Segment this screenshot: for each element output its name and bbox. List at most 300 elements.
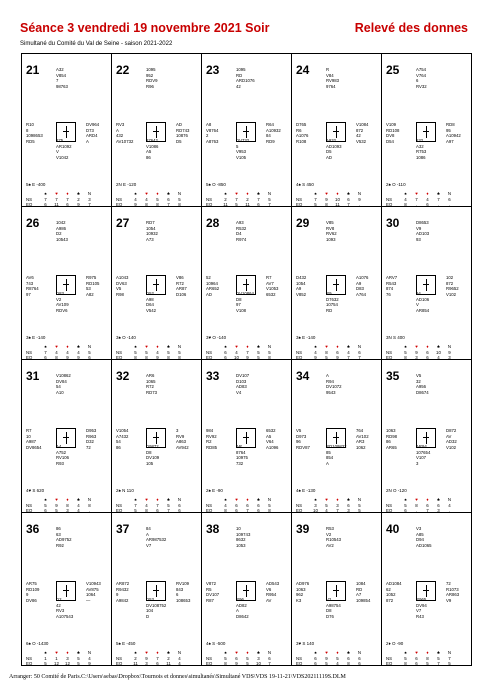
suit-holding: RDV6 [56,307,68,313]
par-contract: 4♠ S 450 [296,182,314,187]
trick-cell: 7 [44,196,47,202]
trick-cell: ♦ [336,497,339,502]
trick-cell: 8 [347,661,350,666]
suit-holding: AD543 [266,581,280,586]
trick-cell: 6 [257,202,260,207]
trick-cell: 6 [257,508,260,513]
suit-holding: RD [326,307,333,313]
suit-holding: D765 [296,122,307,127]
compass-vertical-line [66,432,67,444]
suit-holding: V10862 [56,373,71,378]
trick-cell: 2 [134,655,137,661]
suit-holding: R [326,67,330,72]
suit-holding: 94 [416,291,421,296]
trick-cell: 3 [347,508,350,513]
trick-cell: ♣ [437,344,440,349]
suit-holding: 109854 [356,597,371,603]
trick-cell: 3 [66,508,69,513]
compass-box [236,581,256,601]
deal-number: 39 [296,522,310,536]
suit-holding: 1063 [296,586,306,592]
trick-cell: ♦ [66,191,69,196]
deal-number: 21 [26,63,40,77]
trick-cell: 8 [404,661,407,666]
suit-holding: V5 [296,428,302,433]
suit-holding: 7 [56,78,59,84]
deal-number: 32 [116,369,130,383]
compass-horizontal-line [243,131,249,132]
trick-row-label: NS [386,196,393,202]
trick-cell: ♦ [156,650,159,655]
trick-cell: ♦ [246,497,249,502]
trick-cell: . [415,508,418,513]
west-hand [206,122,218,144]
deal-number: 25 [386,63,400,77]
suit-holding: AD82 [236,602,247,608]
suit-holding: A5 [266,433,272,439]
suit-holding: V4 [236,389,242,395]
trick-cell: ♦ [66,650,69,655]
suit-holding: 104 [146,608,154,614]
trick-cell: ♠ [134,497,137,502]
suit-holding: AV102 [356,433,369,439]
trick-cell: 6 [235,508,238,513]
suit-holding: V6 [266,586,272,592]
compass-horizontal-line [333,284,339,285]
trick-cell: N [357,191,362,196]
trick-row-label: NS [116,655,123,661]
suit-holding: A1076 [296,133,309,139]
suit-holding: AR652 [206,286,220,292]
trick-cell: 5 [268,502,271,508]
suit-holding: 6532 [266,291,276,297]
trick-cell: 2 [224,196,227,202]
west-hand [296,581,309,603]
trick-cell: 4 [77,502,80,508]
trick-cell: 10 [256,661,261,666]
north-hand [236,220,246,242]
suit-holding: 53 [86,286,91,292]
trick-cell: 7 [88,202,91,207]
trick-cell: 8 [268,355,271,360]
par-contract: 4♥ S 620 [26,488,45,493]
suit-holding: D872 [446,428,457,433]
trick-cell: 9 [156,355,159,360]
suit-holding: V1084 [356,122,369,127]
suit-holding: A1096 [266,444,279,450]
suit-holding: D2 [56,231,62,237]
deal-card [112,513,202,666]
trick-cell: ♣ [257,497,260,502]
tricks-table [386,650,466,666]
suit-holding: R93 [56,460,64,466]
trick-cell: 6 [415,655,418,661]
suit-holding: 86 [56,526,61,531]
trick-cell: 6 [347,196,350,202]
suit-holding: AD106 [416,296,430,302]
compass-horizontal-line [153,437,159,438]
suit-holding: RV9 [176,433,185,439]
trick-cell: 4 [314,349,317,355]
suit-holding: A956 [416,384,427,390]
trick-cell: 3 [145,661,148,666]
compass-vertical-line [336,279,337,291]
suit-holding: A8763 [206,138,219,144]
suit-holding: 843 [176,586,184,592]
deal-number: 24 [296,63,310,77]
suit-holding: 10964 [206,280,218,286]
trick-cell: 8 [404,202,407,207]
suit-holding: 62 [386,586,391,592]
suit-holding: V2 [326,597,332,602]
compass-vertical-line [426,126,427,138]
trick-cell: 4 [347,349,350,355]
suit-holding: AR987532 [146,537,167,543]
suit-holding: 1095 [146,67,156,72]
suit-holding: RD98 [386,433,397,439]
deal-card [292,207,382,360]
suit-holding: D83 [356,286,364,292]
trick-cell: ♠ [314,650,317,655]
deal-number: 31 [26,369,40,383]
suit-holding: DV8 [386,133,395,139]
trick-row-label: NS [26,196,33,202]
trick-cell: 8 [325,202,328,207]
trick-cell: ♦ [336,344,339,349]
deal-card [22,513,112,666]
north-hand [236,526,250,548]
suit-holding: 1098653 [26,133,43,139]
trick-cell: 4 [77,349,80,355]
compass-vertical-line [156,432,157,444]
trick-cell: 4 [145,196,148,202]
suit-holding: AV [446,433,452,439]
suit-holding: R96 [146,83,154,89]
suit-holding: A5 [146,149,152,155]
eo-tricks-row [296,661,376,666]
compass-box [326,428,346,448]
suit-holding: A10942 [446,133,461,139]
compass-horizontal-line [153,284,159,285]
trick-cell: 9 [314,355,317,360]
north-hand [146,67,157,89]
tricks-table [206,497,286,513]
west-hand [206,581,219,603]
suit-holding: RD9 [266,138,275,144]
suit-holding: R72 [176,280,184,286]
trick-row-label: EO [116,202,123,207]
trick-cell: 8 [268,508,271,513]
deal-card [22,207,112,360]
suit-holding: RD [236,72,243,78]
suit-holding: RV3 [56,608,65,614]
suit-holding: RV8 [326,225,335,231]
trick-cell: 5 [88,349,91,355]
trick-row-label: NS [206,502,213,508]
trick-row-label: EO [26,508,33,513]
trick-row-label: EO [116,355,123,360]
par-contract: 4♠ S -500 [206,641,226,646]
suit-holding: RV106 [56,455,70,461]
west-hand [116,275,128,297]
trick-cell: 5 [167,502,170,508]
trick-row-label: NS [116,196,123,202]
suit-holding: DV732 [236,138,250,143]
trick-cell: 2 [77,196,80,202]
suit-holding: R963 [86,433,97,439]
east-hand [446,122,461,144]
trick-cell: 2 [167,655,170,661]
suit-holding: 632 [416,138,424,143]
trick-cell: 5 [156,196,159,202]
trick-cell: 4 [437,355,440,360]
trick-cell: 8 [134,355,137,360]
trick-cell: 6 [246,502,249,508]
suit-holding: 98763 [56,83,68,89]
trick-cell: 10 [436,349,441,355]
trick-row-label: EO [26,355,33,360]
trick-cell: N [447,191,452,196]
suit-holding: 732 [236,460,244,466]
compass-box [146,275,166,295]
suit-holding: AV10732 [116,138,134,144]
west-hand [206,275,219,297]
suit-holding: 97 [236,302,241,308]
trick-cell: 4 [156,349,159,355]
suit-holding: D5 [176,138,182,144]
north-hand [56,220,68,242]
par-contract: 2♠ O -110 [386,182,406,187]
compass-vertical-line [426,279,427,291]
suit-holding: — [86,597,91,603]
deal-card [112,360,202,513]
trick-cell: 6 [44,508,47,513]
trick-cell: 9 [325,655,328,661]
compass-horizontal-line [153,131,159,132]
trick-cell: 10 [335,196,340,202]
trick-cell: ♥ [235,650,238,655]
suit-holding: 872 [386,597,394,603]
suit-holding: AR75 [26,581,37,586]
suit-holding: R975 [86,275,97,280]
trick-cell: 7 [257,196,260,202]
suit-holding: D8 [326,608,332,614]
suit-holding: 3 [176,428,179,433]
trick-cell: ♥ [415,650,418,655]
trick-row-label: EO [206,202,213,207]
deal-card [112,207,202,360]
suit-holding: DV84 [56,378,67,384]
compass-box [146,581,166,601]
trick-cell: 11 [335,202,340,207]
compass-horizontal-line [423,284,429,285]
suit-holding: AR854 [416,307,430,313]
trick-cell: 8 [178,202,181,207]
trick-cell: 7 [156,655,159,661]
trick-cell: 5 [358,508,361,513]
trick-cell: 4 [88,655,91,661]
trick-cell: 4 [325,508,328,513]
page-footer: Arranger: 50 Comité de Paris.C:\Users\sebas\Dropbox\Tournois et donnes\simultanés\Simultané VDS\VDS 19-11-21\VDS20211119S.DLM [9,674,346,680]
suit-holding: A [326,460,329,466]
west-hand [386,275,397,297]
deal-number: 36 [26,522,40,536]
trick-cell: 6 [426,355,429,360]
trick-cell: ♦ [156,497,159,502]
compass-vertical-line [246,432,247,444]
suit-holding: RV3 [116,122,125,127]
suit-holding: R96 [236,597,244,602]
trick-row-label: EO [206,355,213,360]
suit-holding: D94 [416,537,424,543]
suit-holding: R98 [116,291,124,297]
suit-holding: 1042 [56,220,66,225]
compass-vertical-line [336,432,337,444]
trick-cell: 6 [314,661,317,666]
suit-holding: 10 [236,526,241,531]
trick-cell: 7 [246,349,249,355]
north-hand [236,373,249,395]
trick-cell: 7 [358,355,361,360]
suit-holding: A32 [56,67,64,72]
par-contract: 3♠ E -140 [296,335,316,340]
suit-holding: 72 [86,444,91,450]
trick-cell: . [88,508,91,513]
suit-holding: R10 [26,122,34,127]
west-hand [26,275,39,297]
suit-holding: 54 [56,384,61,390]
compass-horizontal-line [63,437,69,438]
trick-cell: 7 [134,502,137,508]
trick-cell: 8 [156,202,159,207]
suit-holding: V764 [416,72,427,78]
east-hand [266,275,278,297]
compass-box [416,428,436,448]
suit-holding: AV2 [326,542,334,548]
trick-cell: 9 [235,661,238,666]
suit-holding: 96 [296,439,301,445]
trick-cell: 10 [313,508,318,513]
trick-cell: 8 [224,661,227,666]
trick-cell: 9 [325,196,328,202]
suit-holding: A987 [26,439,37,445]
trick-cell: 8 [167,355,170,360]
suit-holding: A752 [56,449,67,455]
compass-vertical-line [66,279,67,291]
trick-row-label: NS [296,349,303,355]
suit-holding: V854 [56,72,67,78]
trick-cell: ♣ [347,344,350,349]
trick-cell: 6 [347,655,350,661]
trick-cell: ♣ [257,344,260,349]
trick-row-label: NS [206,655,213,661]
trick-cell: N [267,191,272,196]
suit-holding: R94 [326,378,334,384]
trick-cell: 7 [167,202,170,207]
east-hand [86,122,99,144]
trick-cell: 8 [404,355,407,360]
compass-box [326,581,346,601]
trick-cell: 6 [448,196,451,202]
trick-cell: . [358,202,361,207]
trick-cell: 6 [156,661,159,666]
tricks-table [296,344,376,360]
trick-cell: ♣ [77,191,80,196]
suit-holding: 10543 [56,236,68,242]
trick-cell: 1 [44,655,47,661]
deal-number: 35 [386,369,400,383]
trick-cell: 4 [178,655,181,661]
suit-holding: AR872 [116,581,130,586]
compass-horizontal-line [63,131,69,132]
trick-cell: 1 [55,655,58,661]
trick-cell: 6 [415,661,418,666]
trick-cell: 3 [314,502,317,508]
trick-cell: 5 [178,196,181,202]
trick-cell: 4 [178,661,181,666]
trick-cell: 4 [134,196,137,202]
suit-holding: 54 [116,439,121,445]
suit-holding: A [236,608,239,614]
trick-cell: 7 [167,508,170,513]
suit-holding: V3 [416,526,422,531]
suit-holding: 962 [296,592,304,598]
suit-holding: R6 [296,127,302,133]
trick-cell: 6 [347,502,350,508]
suit-holding: V86 [176,275,184,280]
par-contract: 2N O -120 [386,488,407,493]
suit-holding: A [146,531,149,537]
compass-horizontal-line [333,131,339,132]
suit-holding: 97 [26,291,31,297]
trick-cell: ♥ [235,344,238,349]
suit-holding: DV964 [86,122,100,127]
north-hand [326,373,342,395]
tricks-table [206,650,286,666]
trick-cell: 9 [77,355,80,360]
trick-cell: 6 [224,355,227,360]
compass-box [416,275,436,295]
suit-holding: RDV9 [146,78,158,84]
suit-holding: AD83 [236,384,247,390]
suit-holding: R7 [266,275,272,280]
tricks-table [26,650,106,666]
suit-holding: V10943 [86,581,101,586]
north-hand [56,373,71,395]
trick-cell: N [177,344,182,349]
trick-cell: 11 [166,661,171,666]
deal-number: 38 [206,522,220,536]
suit-holding: R532 [236,225,247,231]
suit-holding: DV94 [416,602,427,608]
trick-cell: 6 [178,502,181,508]
suit-holding: AV109 [56,302,69,308]
suit-holding: R92 [56,542,64,548]
trick-cell: 11 [133,661,138,666]
suit-holding: 10932 [146,231,158,237]
trick-cell: 5 [134,349,137,355]
trick-cell: 7 [448,655,451,661]
tricks-table [386,191,466,207]
trick-cell: ♣ [347,191,350,196]
east-hand [356,122,368,144]
suit-holding: A82 [86,291,94,297]
trick-cell: N [357,497,362,502]
trick-cell: N [447,497,452,502]
par-contract: 5♠ E -450 [116,641,136,646]
suit-holding: V532 [356,138,367,144]
suit-holding: R954 [266,592,277,598]
